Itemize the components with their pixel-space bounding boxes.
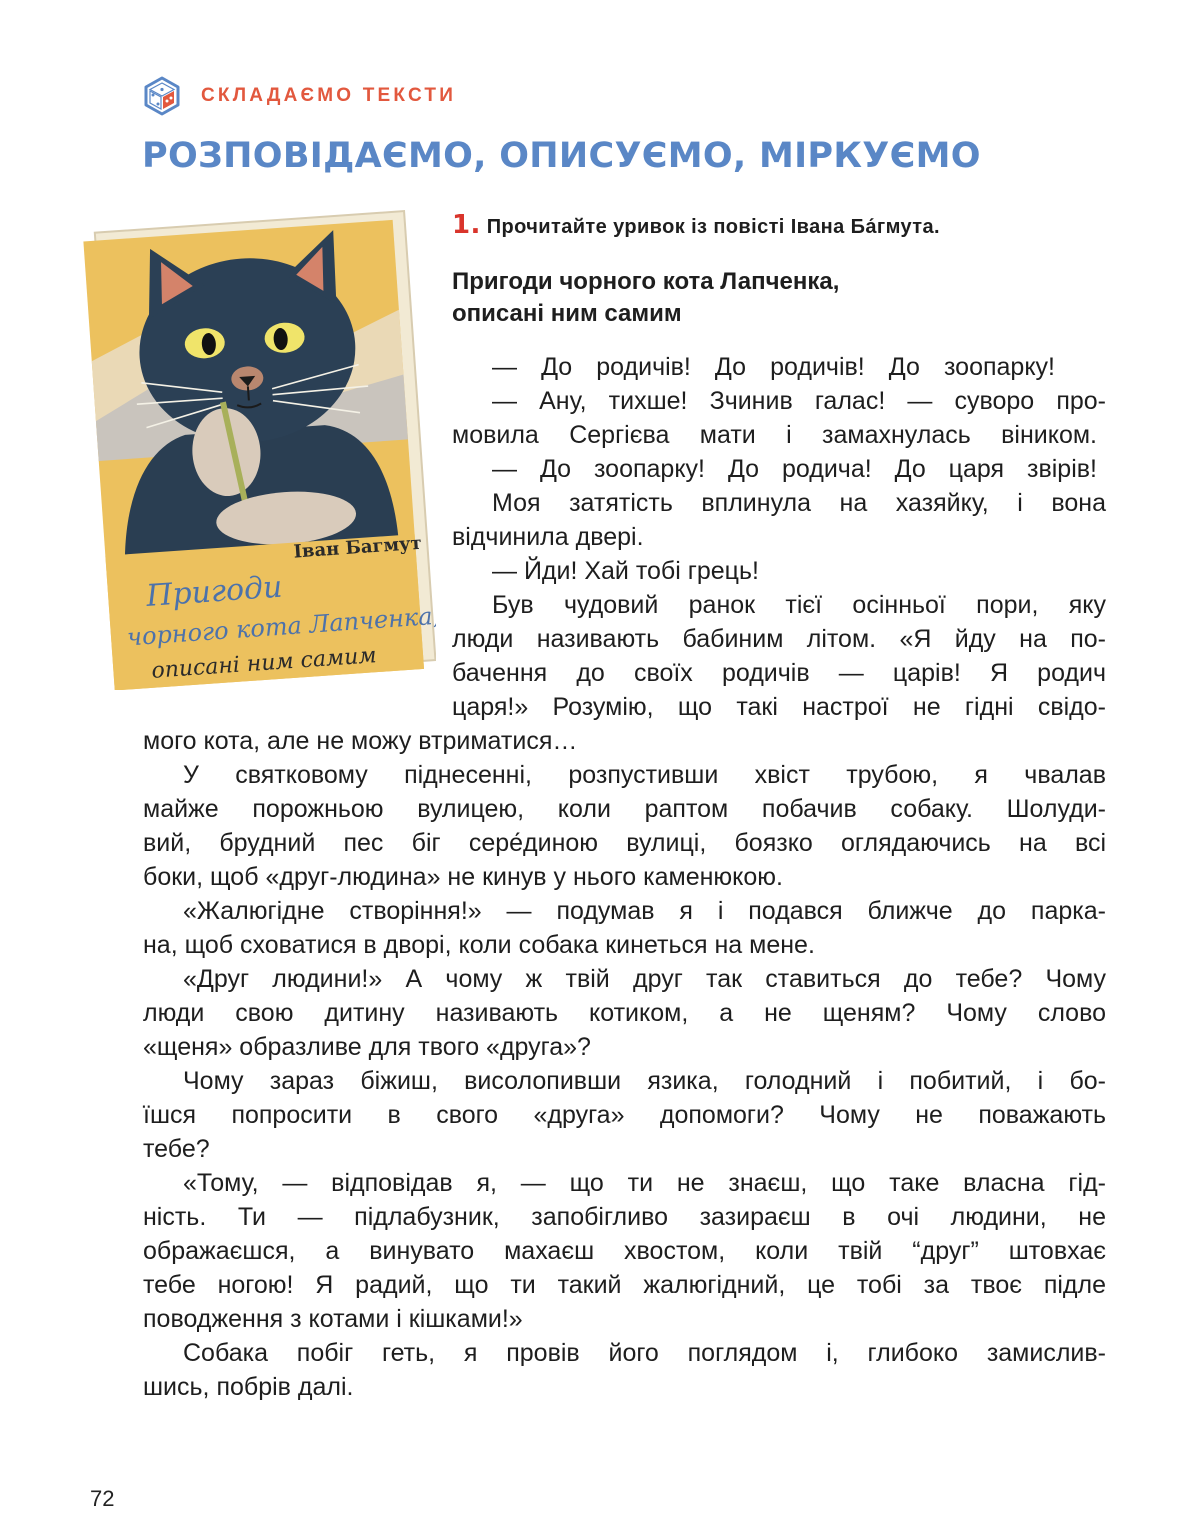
text-line: тебе ногою! Я радий, що ти такий жалюгідний, це тобі за твоє підле (143, 1271, 1106, 1299)
dice-cube-icon (143, 76, 181, 116)
book-cover-image (76, 200, 436, 690)
svg-text:описані ним самим: описані ним самим (150, 643, 378, 684)
text-line: «Друг людини!» А чому ж твій друг так ставиться до тебе? Чому (183, 965, 1106, 993)
text-line: Був чудовий ранок тієї осінньої пори, яку (492, 591, 1106, 619)
task-number: 1. (452, 210, 481, 240)
excerpt-title-line: описані ним самим (452, 300, 682, 327)
page-number: 72 (90, 1486, 115, 1511)
section-label: СКЛАДАЄМО ТЕКСТИ (201, 85, 457, 106)
text-line: «Тому, — відповідав я, — що ти не знаєш, що таке власна гід- (183, 1169, 1106, 1197)
text-line: Чому зараз біжиш, висолопивши язика, голодний і побитий, і бо- (183, 1067, 1106, 1095)
text-line: мого кота, але не можу втриматися… (143, 727, 578, 755)
section-header (143, 76, 456, 116)
text-line: «щеня» образливе для твого «друга»? (143, 1033, 591, 1061)
text-line: вий, брудний пес біг сере́диною вулиці, боязко оглядаючись на всі (143, 829, 1106, 857)
text-line: відчинила двері. (452, 523, 644, 551)
text-line: ність. Ти — підлабузник, запобігливо зазираєш в очі людини, не (143, 1203, 1106, 1231)
text-line: майже порожньою вулицею, коли раптом побачив собаку. Шолуди- (143, 795, 1106, 823)
text-line: поводження з котами і кішками!» (143, 1305, 523, 1333)
text-line: боки, щоб «друг-людина» не кинув у нього каменюкою. (143, 863, 783, 891)
text-line: їшся попросити в свого «друга» допомоги? Чому не поважають (143, 1101, 1106, 1129)
text-line: — До родичів! До родичів! До зоопарку! (492, 353, 1055, 381)
text-line: царя!» Розумію, що такі настрої не гідні свідо- (452, 693, 1106, 721)
page-title: РОЗПОВІДАЄМО, ОПИСУЄМО, МІРКУЄМО (142, 136, 981, 176)
task-text: Прочитайте уривок із повісті Івана Ба́гмута. (486, 216, 940, 238)
text-line: ображаєшся, а винувато махаєш хвостом, коли твій “друг” штовхає (143, 1237, 1106, 1265)
svg-text:Іван Багмут: Іван Багмут (292, 532, 423, 563)
text-line: люди свою дитину називають котиком, а не щеням? Чому слово (143, 999, 1106, 1027)
excerpt-title (452, 266, 1072, 330)
text-line: Собака побіг геть, я провів його поглядом і, глибоко замислив- (183, 1339, 1106, 1367)
text-line: бачення до своїх родичів — царів! Я родич (452, 659, 1106, 687)
task-instruction (452, 210, 940, 240)
excerpt-title-line: Пригоди чорного кота Лапченка, (452, 268, 840, 295)
text-line: Моя затятість вплинула на хазяйку, і вона (492, 489, 1106, 517)
text-line: тебе? (143, 1135, 210, 1163)
svg-text:чорного кота Лапченка,: чорного кота Лапченка, (126, 601, 436, 652)
text-line: — Йди! Хай тобі грець! (492, 557, 759, 585)
text-line: шись, побрів далі. (143, 1373, 354, 1401)
text-line: — Ану, тихше! Зчинив галас! — суворо про- (492, 387, 1106, 415)
text-line: мовила Сергієва мати і замахнулась віником. (452, 421, 1097, 449)
svg-text:Пригоди: Пригоди (145, 569, 284, 614)
text-line: люди називають бабиним літом. «Я йду на по- (452, 625, 1106, 653)
text-line: — До зоопарку! До родича! До царя звірів! (492, 455, 1097, 483)
text-line: «Жалюгідне створіння!» — подумав я і подався ближче до парка- (183, 897, 1106, 925)
text-line: У святковому піднесенні, розпустивши хвіст трубою, я чвалав (183, 761, 1106, 789)
text-line: на, щоб сховатися в дворі, коли собака кинеться на мене. (143, 931, 815, 959)
